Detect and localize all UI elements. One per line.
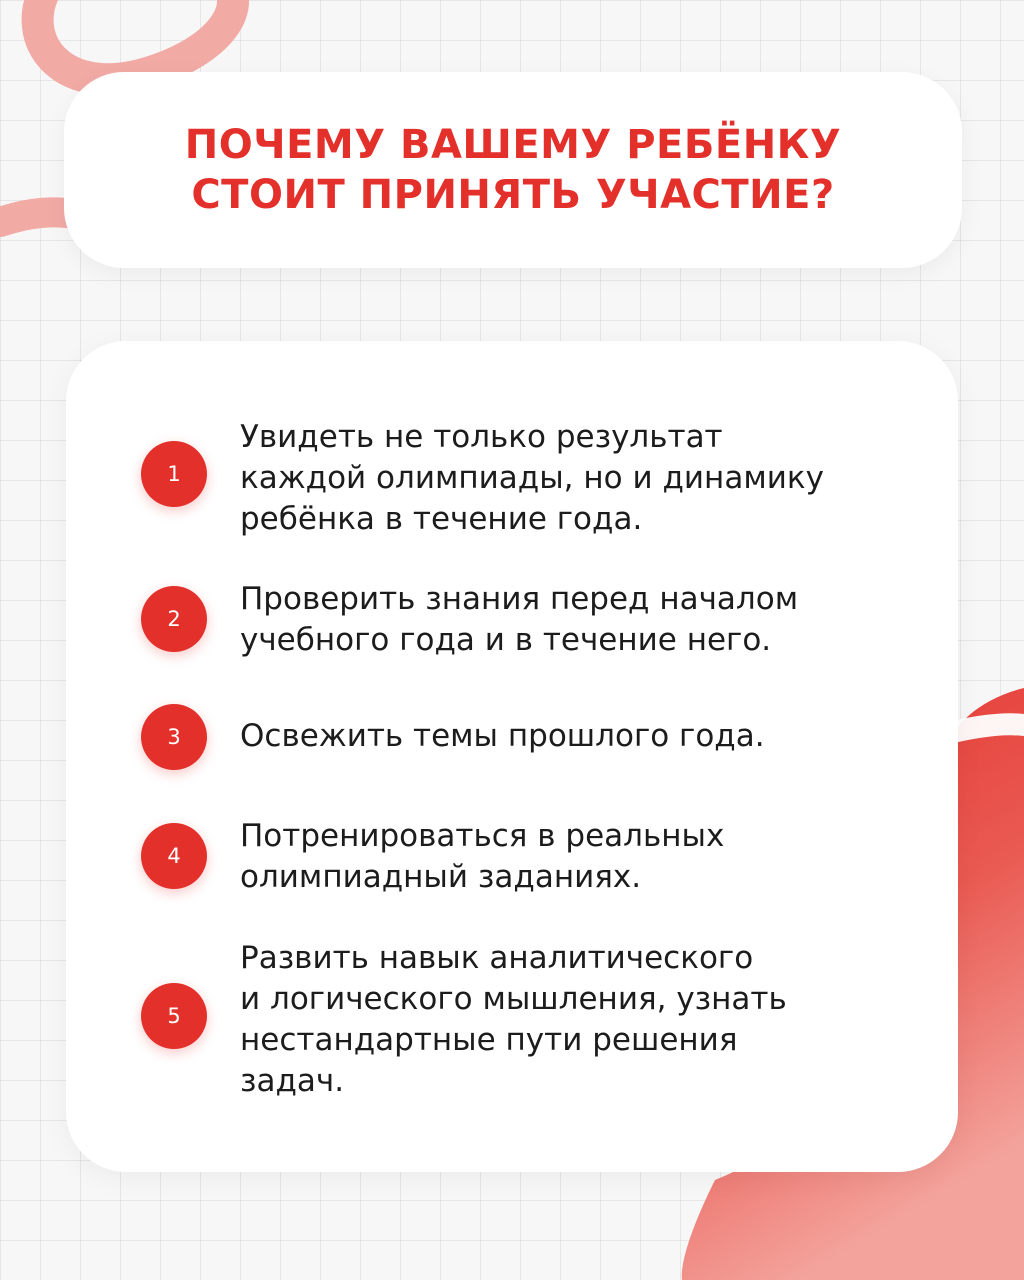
badge-number: 4 — [167, 843, 181, 868]
list-item-text: Увидеть не только результат каждой олимпиады, но и динамику ребёнка в течение года. — [240, 419, 824, 537]
top-left-swirl — [38, 0, 233, 79]
badge-number: 1 — [167, 461, 181, 486]
badge-number: 5 — [167, 1003, 181, 1028]
list-item-text: Проверить знания перед началом учебного года и в течение него. — [240, 581, 799, 658]
reasons-list-card — [66, 341, 958, 1172]
number-badge — [141, 704, 207, 770]
number-badge — [141, 983, 207, 1049]
page-title-line-2: СТОИТ ПРИНЯТЬ УЧАСТИЕ? — [191, 172, 835, 218]
badge-number: 2 — [167, 606, 181, 631]
number-badge — [141, 823, 207, 889]
number-badge — [141, 586, 207, 652]
number-badge — [141, 441, 207, 507]
list-item-text: Освежить темы прошлого года. — [240, 718, 765, 754]
page-title-line-1: ПОЧЕМУ ВАШЕМУ РЕБЁНКУ — [184, 122, 842, 168]
badge-number: 3 — [167, 724, 181, 749]
list-item-text: Потренироваться в реальных олимпиадный заданиях. — [240, 818, 725, 895]
list-item-text: Развить навык аналитического и логического мышления, узнать нестандартные пути решения задач. — [240, 940, 787, 1099]
title-card — [64, 72, 962, 268]
